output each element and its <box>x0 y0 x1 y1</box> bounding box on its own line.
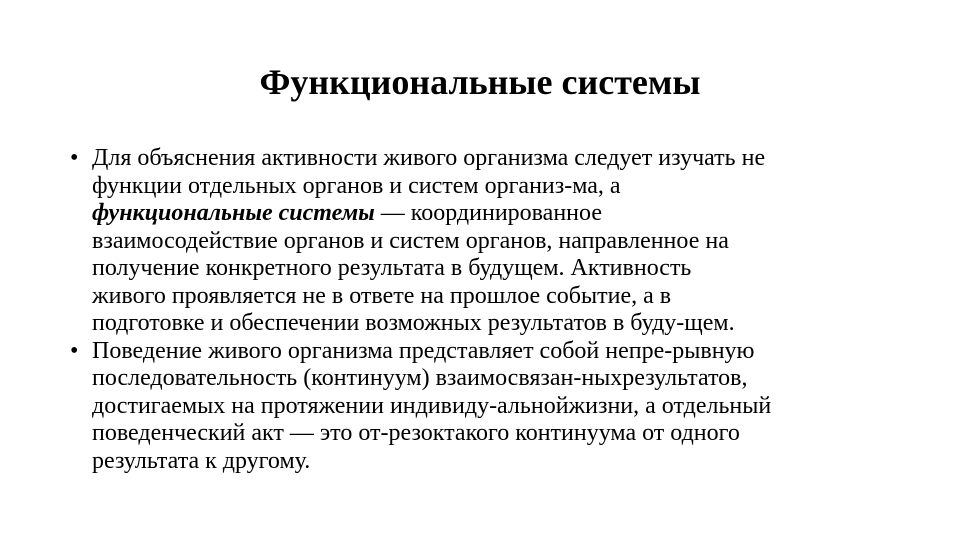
text-line: подготовке и обеспечении возможных результатов в буду-щем. <box>92 310 735 336</box>
text-line: взаимосодействие органов и систем органов, направленное на <box>92 227 729 254</box>
text-line <box>92 200 930 228</box>
emphasized-term: функциональные системы <box>92 200 375 226</box>
text-line: последовательность (континуум) взаимосвязан-ныхрезультатов, <box>92 365 748 391</box>
bullet-item <box>70 145 930 338</box>
bullet-list <box>70 145 930 475</box>
text-line: Для объяснения активности живого организма следует изучать не <box>92 145 766 171</box>
text-line: результата к другому. <box>92 447 311 474</box>
bullet-marker: • <box>70 145 79 171</box>
text-line: функции отдельных органов и систем организ-ма, а <box>92 172 621 199</box>
text-line: достигаемых на протяжении индивиду-альнойжизни, а отдельный <box>92 392 772 419</box>
text-line: получение конкретного результата в будущем. Активность <box>92 255 692 281</box>
text-line: живого проявляется не в ответе на прошлое событие, а в <box>92 282 672 309</box>
text-fragment: — координированное <box>374 200 602 226</box>
slide-title: Функциональные системы <box>259 62 701 102</box>
text-line: поведенческий акт — это от-резоктакого континуума от одного <box>92 420 740 446</box>
bullet-marker: • <box>70 337 79 364</box>
text-line: Поведение живого организма представляет собой непре-рывную <box>92 337 755 364</box>
bullet-item <box>70 338 930 476</box>
